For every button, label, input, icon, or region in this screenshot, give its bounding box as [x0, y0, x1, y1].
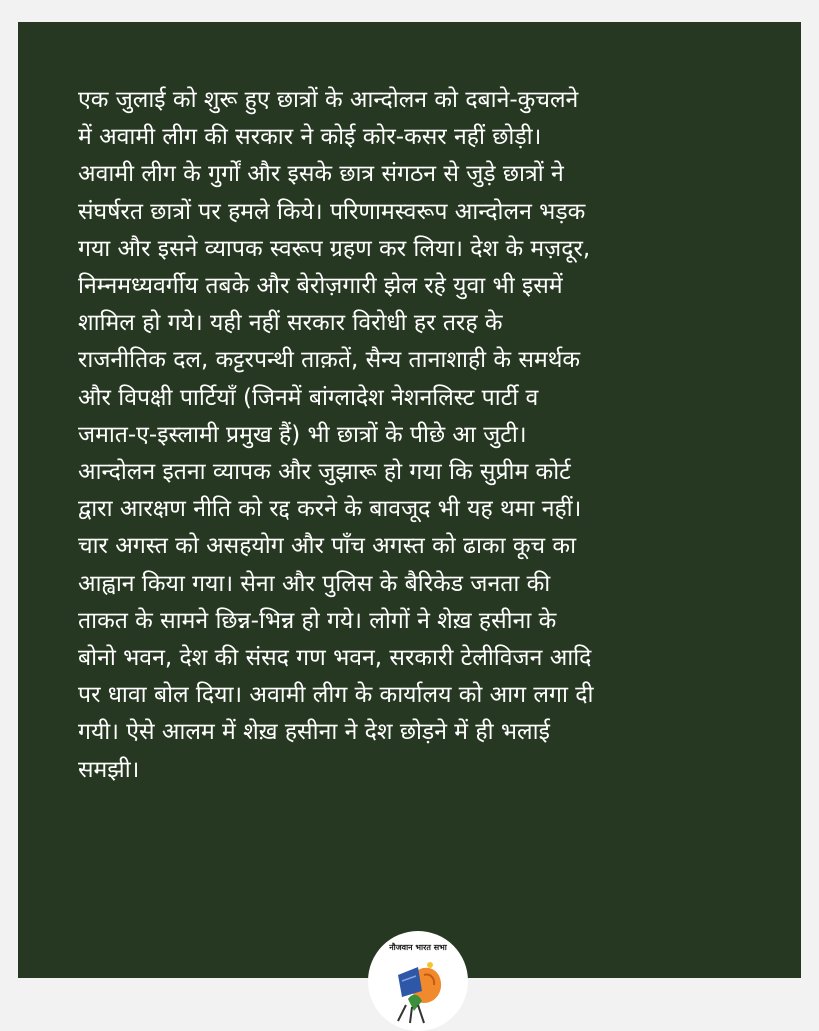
article-line: चार अगस्त को असहयोग और पाँच अगस्त को ढाका कूच का [78, 533, 577, 560]
article-line: शामिल हो गये। यही नहीं सरकार विरोधी हर तरह के [78, 310, 503, 337]
article-line: आन्दोलन इतना व्यापक और जुझारू हो गया कि सुप्रीम कोर्ट [78, 459, 571, 486]
article-line: और विपक्षी पार्टियाँ (जिनमें बांग्लादेश नेशनलिस्ट पार्टी व [78, 384, 539, 411]
article-line: संघर्षरत छात्रों पर हमले किये। परिणामस्वरूप आन्दोलन भड़क [78, 198, 586, 225]
article-line: ताकत के सामने छिन्न-भिन्न हो गये। लोगों ने शेख़ हसीना के [78, 607, 557, 634]
article-line: गया और इसने व्यापक स्वरूप ग्रहण कर लिया। देश के मज़दूर, [78, 235, 591, 262]
article-line: गयी। ऐसे आलम में शेख़ हसीना ने देश छोड़ने में ही भलाई [78, 719, 550, 746]
article-line: पर धावा बोल दिया। अवामी लीग के कार्यालय को आग लगा दी [78, 682, 594, 709]
article-line: एक जुलाई को शुरू हुए छात्रों के आन्दोलन को दबाने-कुचलने [78, 87, 579, 113]
article-line: जमात-ए-इस्लामी प्रमुख हैं) भी छात्रों के पीछे आ जुटी। [78, 421, 527, 448]
article-line: अवामी लीग के गुर्गों और इसके छात्र संगठन से जुड़े छात्रों ने [78, 161, 564, 188]
content-panel [18, 22, 801, 978]
article-line: बोनो भवन, देश की संसद गण भवन, सरकारी टेलीविजन आदि [78, 645, 592, 672]
article-line: निम्नमध्यवर्गीय तबके और बेरोज़गारी झेल रहे युवा भी इसमें [78, 273, 563, 300]
article-line: राजनीतिक दल, कट्टरपन्थी ताक़तें, सैन्य तानाशाही के समर्थक [78, 347, 581, 374]
article-line: द्वारा आरक्षण नीति को रद्द करने के बावजूद भी यह थमा नहीं। [78, 496, 582, 523]
article-line: आह्वान किया गया। सेना और पुलिस के बैरिकेड जनता की [78, 570, 551, 597]
article-line: में अवामी लीग की सरकार ने कोई कोर-कसर नहीं छोड़ी। [78, 124, 542, 151]
article-text [78, 82, 798, 789]
article-line: समझी। [78, 756, 140, 783]
logo-text: नौजवान भारत सभा [389, 943, 447, 952]
organization-logo [368, 931, 468, 1031]
